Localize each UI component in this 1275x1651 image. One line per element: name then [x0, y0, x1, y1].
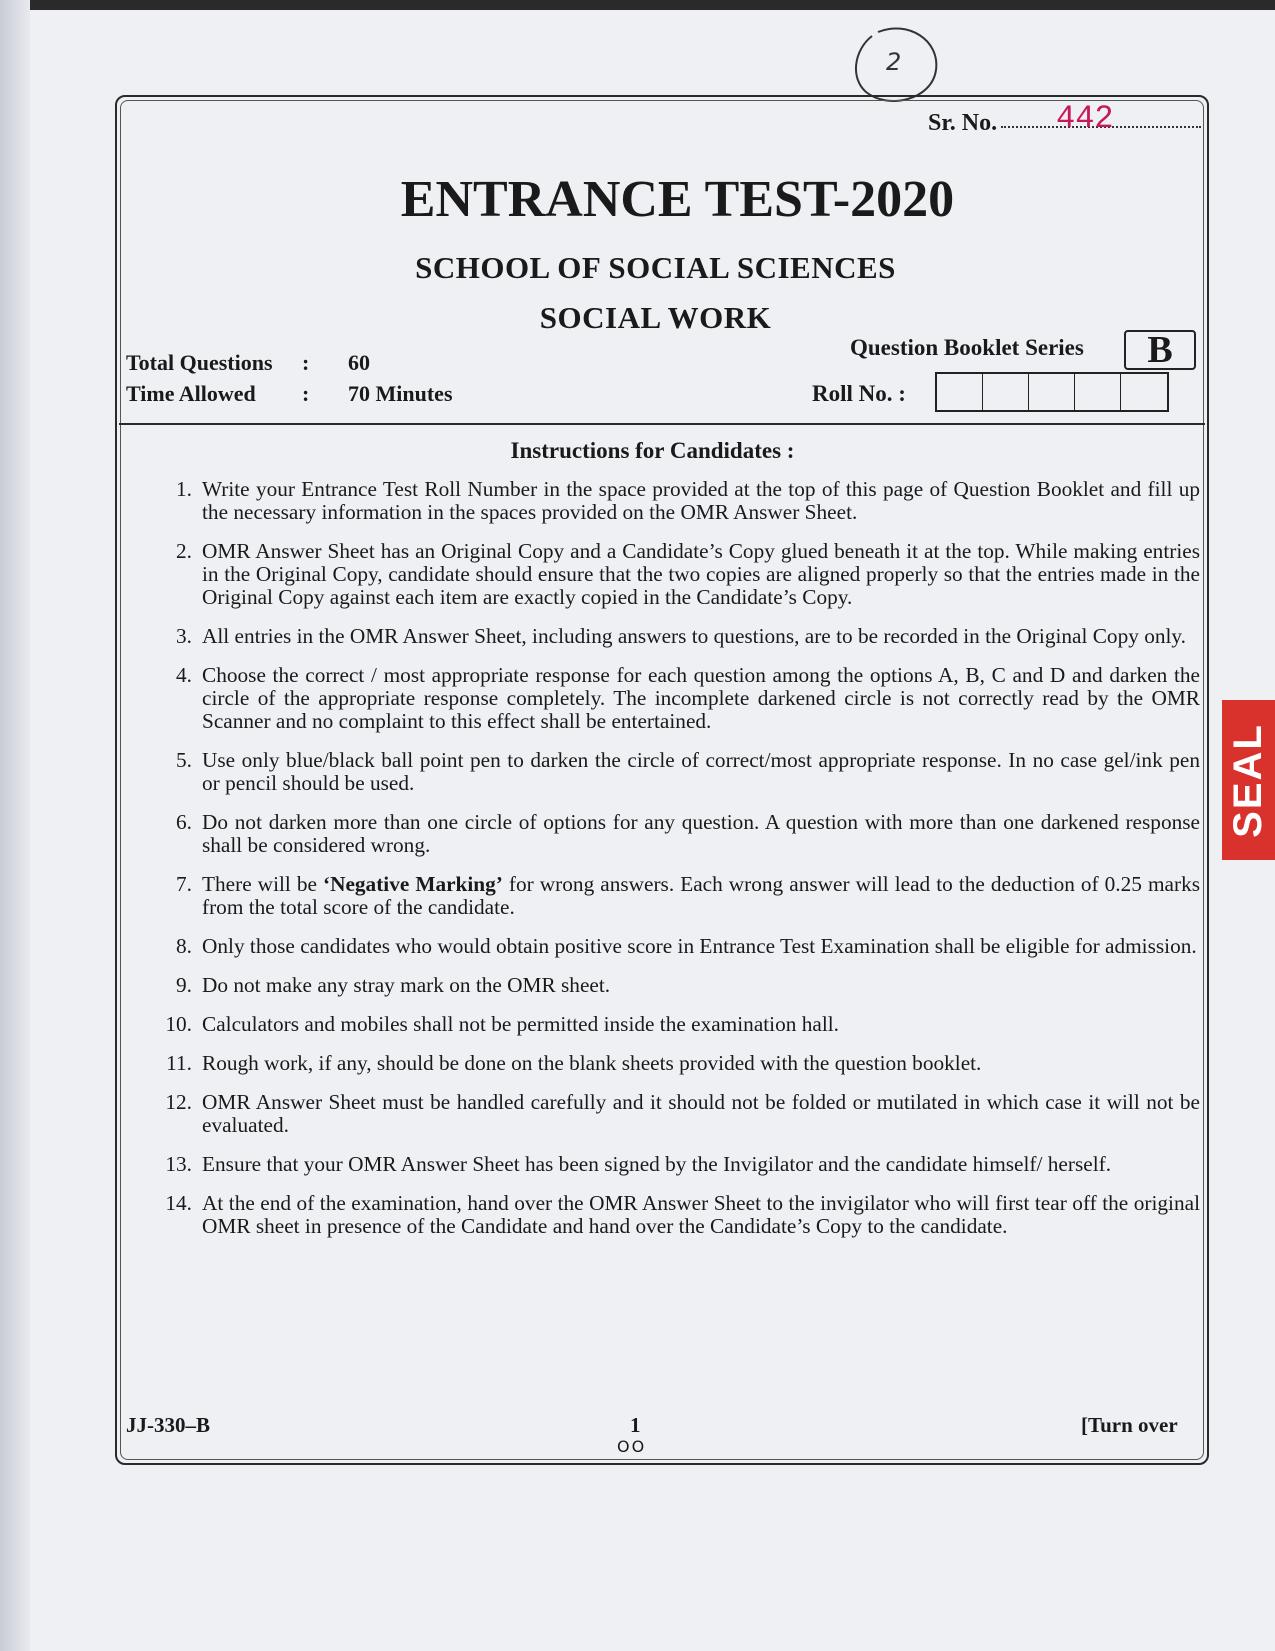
page-number: 1: [630, 1413, 641, 1437]
scan-top-edge: [0, 0, 1275, 10]
instructions-list: [152, 478, 1200, 1254]
booklet-code: JJ-330–B: [126, 1413, 210, 1437]
total-questions-row: [126, 350, 370, 376]
instruction-number: 5.: [176, 748, 192, 772]
turn-over-note: [Turn over: [1081, 1413, 1178, 1437]
total-questions-value: 60: [348, 350, 370, 375]
instruction-text: for wrong answers. Each wrong answer will lead to the deduction of 0.25 marks from the total score of the candidate.: [202, 872, 1201, 919]
serial-number-label: Sr. No.: [928, 110, 998, 136]
separator: :: [302, 381, 310, 406]
instruction-number: 1.: [176, 477, 192, 501]
instruction-number: 6.: [176, 810, 192, 834]
handwritten-number: 2: [886, 48, 902, 76]
instruction-item: [152, 1153, 1200, 1176]
time-allowed-label: Time Allowed: [126, 381, 256, 406]
booklet-series-box: B: [1124, 330, 1196, 370]
subject-name: SOCIAL WORK: [539, 300, 772, 335]
instruction-text: Ensure that your OMR Answer Sheet has been signed by the Invigilator and the candidate himself/ herself.: [202, 1152, 1112, 1176]
instruction-number: 3.: [176, 624, 192, 648]
instruction-text: OMR Answer Sheet must be handled carefully and it should not be folded or mutilated in which case it will not be evaluated.: [202, 1090, 1200, 1137]
school-name: SCHOOL OF SOCIAL SCIENCES: [415, 250, 896, 285]
instruction-text: Write your Entrance Test Roll Number in the space provided at the top of this page of Question Booklet and fill up the necessary information in the spaces provided on the OMR Answer Sheet.: [202, 477, 1200, 524]
instruction-text: Rough work, if any, should be done on the blank sheets provided with the question booklet.: [202, 1051, 982, 1075]
instruction-number: 8.: [176, 934, 192, 958]
instruction-item: [152, 1052, 1200, 1075]
roll-number-cell[interactable]: [1121, 374, 1167, 410]
scan-left-edge: [0, 0, 30, 1651]
instruction-number: 2.: [176, 539, 192, 563]
roll-number-cell[interactable]: [937, 374, 983, 410]
instruction-text: Only those candidates who would obtain positive score in Entrance Test Examination shall be eligible for admission.: [202, 934, 1197, 958]
instruction-number: 9.: [176, 973, 192, 997]
roll-number-cell[interactable]: [1075, 374, 1121, 410]
instruction-number: 12.: [165, 1090, 192, 1114]
instruction-item: [152, 935, 1200, 958]
instruction-item: [152, 749, 1200, 795]
instruction-text: Do not make any stray mark on the OMR sheet.: [202, 973, 611, 997]
booklet-series-label: Question Booklet Series: [850, 335, 1084, 360]
instruction-number: 7.: [176, 872, 192, 896]
instruction-number: 4.: [176, 663, 192, 687]
seal-tab: [1222, 700, 1275, 860]
serial-number-value: 442: [1056, 100, 1114, 137]
instruction-text: At the end of the examination, hand over the OMR Answer Sheet to the invigilator who will first tear off the original OMR sheet in presence of the Candidate and hand over the Candidate’s Copy to the candidate.: [202, 1191, 1200, 1238]
negative-marking-emphasis: ‘Negative Marking’: [322, 872, 503, 896]
instruction-item: [152, 1013, 1200, 1036]
roll-number-boxes[interactable]: [935, 372, 1169, 412]
instructions-heading: Instructions for Candidates :: [510, 438, 795, 463]
instruction-text: All entries in the OMR Answer Sheet, including answers to questions, are to be recorded in the Original Copy only.: [202, 624, 1187, 648]
instruction-item: [152, 873, 1200, 919]
instruction-item: [152, 974, 1200, 997]
instruction-text: Choose the correct / most appropriate response for each question among the options A, B, C and D and darken the circle of the appropriate response completely. The incomplete darkened circle is not correctly read by the OMR Scanner and no complaint to this effect shall be entertained.: [202, 663, 1200, 733]
time-allowed-value: 70 Minutes: [348, 381, 453, 406]
instruction-number: 10.: [165, 1012, 192, 1036]
instruction-text: There will be: [202, 872, 323, 896]
instruction-text: Calculators and mobiles shall not be permitted inside the examination hall.: [202, 1012, 839, 1036]
instruction-item: [152, 540, 1200, 609]
instruction-number: 14.: [165, 1191, 192, 1215]
roll-number-cell[interactable]: [983, 374, 1029, 410]
roll-number-label: Roll No. :: [812, 381, 906, 406]
instruction-item: [152, 478, 1200, 524]
instruction-text: Use only blue/black ball point pen to darken the circle of correct/most appropriate response. In no case gel/ink pen or pencil should be used.: [202, 748, 1200, 795]
instruction-item: [152, 625, 1200, 648]
instruction-item: [152, 1091, 1200, 1137]
time-allowed-row: [126, 381, 453, 407]
instruction-text: Do not darken more than one circle of options for any question. A question with more than one darkened response shall be considered wrong.: [202, 810, 1200, 857]
instruction-text: OMR Answer Sheet has an Original Copy and a Candidate’s Copy glued beneath it at the top. While making entries in the Original Copy, candidate should ensure that the two copies are aligned properly so that the entries made in the Original Copy against each item are exactly copied in the Candidate’s Copy.: [202, 539, 1200, 609]
separator: :: [302, 350, 310, 375]
seal-tab-label: SEAL: [1226, 722, 1270, 838]
instruction-item: [152, 811, 1200, 857]
roll-number-cell[interactable]: [1029, 374, 1075, 410]
page-title: ENTRANCE TEST-2020: [400, 171, 955, 228]
serial-number: [928, 100, 1201, 137]
page-marker: OO: [617, 1437, 647, 1456]
instruction-number: 13.: [165, 1152, 192, 1176]
instruction-item: [152, 1192, 1200, 1238]
instruction-item: [152, 664, 1200, 733]
total-questions-label: Total Questions: [126, 350, 273, 375]
instruction-number: 11.: [166, 1051, 192, 1075]
header-divider: [119, 423, 1205, 425]
